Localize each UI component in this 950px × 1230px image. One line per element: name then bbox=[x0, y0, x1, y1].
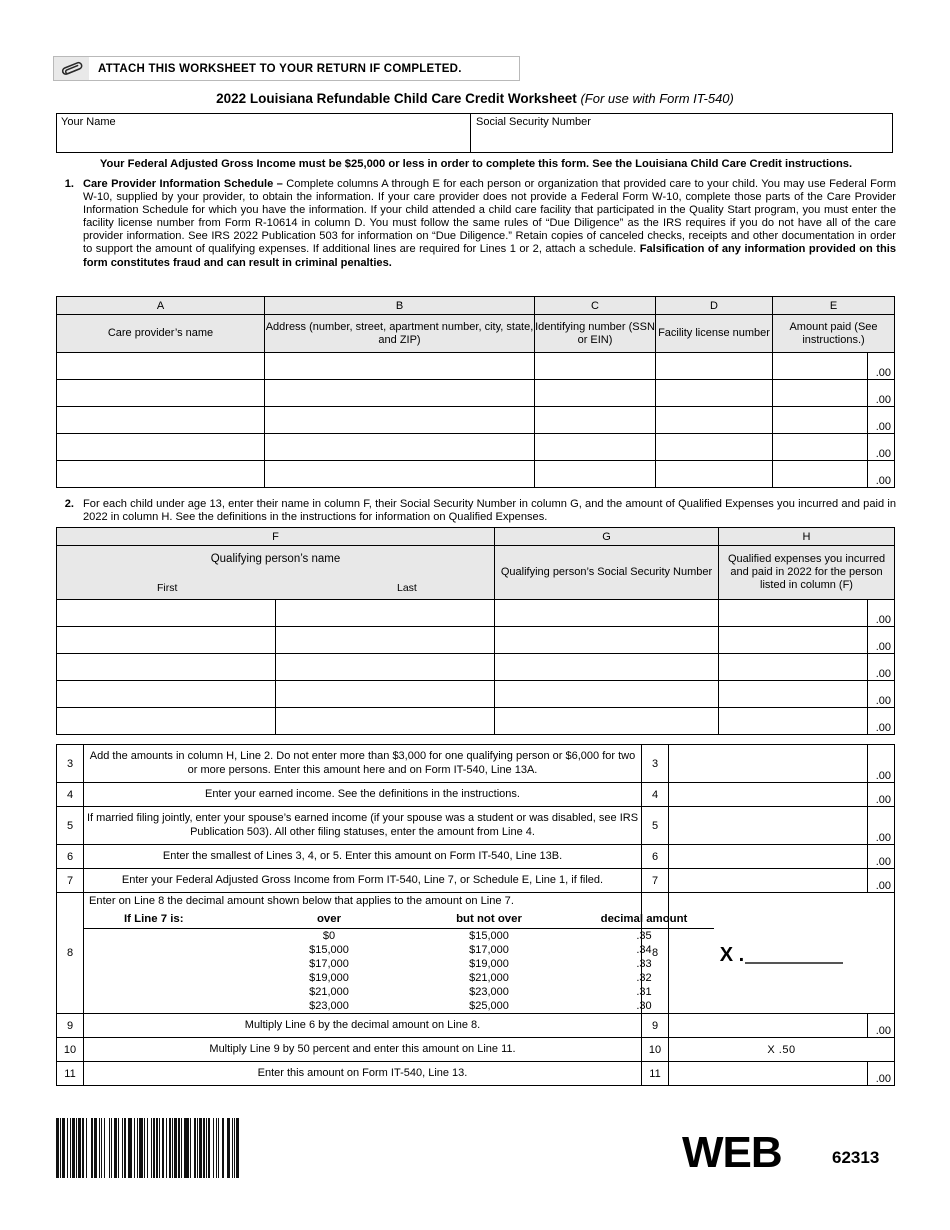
table-row bbox=[57, 461, 895, 488]
table2-cell-last[interactable] bbox=[276, 600, 495, 627]
line-4-description: Enter your earned income. See the definitions in the instructions. bbox=[84, 783, 642, 807]
decimal-table-row bbox=[84, 929, 714, 944]
paragraph-1-number: 1. bbox=[64, 178, 74, 190]
cents-divider bbox=[867, 461, 868, 487]
decimal-header-if-line-7: If Line 7 is: bbox=[84, 911, 254, 929]
table1-header-identifying-number: Identifying number (SSN or EIN) bbox=[535, 315, 656, 353]
table1-cell-license[interactable] bbox=[656, 380, 773, 407]
table1-cell-address[interactable] bbox=[265, 407, 535, 434]
cents-suffix: .00 bbox=[875, 770, 891, 782]
table-row bbox=[57, 681, 895, 708]
line-6-number: 6 bbox=[57, 845, 84, 869]
line-3-description: Add the amounts in column H, Line 2. Do not enter more than $3,000 for one qualifying person or $6,000 for two or more persons. Enter this amount here and on Form IT-540, Line 13A. bbox=[84, 745, 642, 783]
line-row-5 bbox=[57, 807, 895, 845]
page-title-main: 2022 Louisiana Refundable Child Care Credit Worksheet bbox=[216, 91, 577, 106]
table1-letter-row bbox=[57, 297, 895, 315]
line-4-number: 4 bbox=[57, 783, 84, 807]
decimal-table-row bbox=[84, 943, 714, 957]
table1-cell-license[interactable] bbox=[656, 353, 773, 380]
table2-cell-ssn[interactable] bbox=[495, 600, 719, 627]
table1-cell-name[interactable] bbox=[57, 407, 265, 434]
decimal-table-row bbox=[84, 999, 714, 1013]
table1-cell-name[interactable] bbox=[57, 380, 265, 407]
cents-divider bbox=[867, 745, 868, 782]
line-8-x-prefix: X . bbox=[719, 943, 745, 966]
decimal-but-not-over: $25,000 bbox=[469, 999, 509, 1012]
table1-header-facility-license: Facility license number bbox=[656, 315, 773, 353]
table2-cell-ssn[interactable] bbox=[495, 708, 719, 735]
line-11-amount[interactable] bbox=[669, 1062, 895, 1086]
cents-suffix: .00 bbox=[875, 1025, 891, 1038]
table1-cell-id[interactable] bbox=[535, 434, 656, 461]
line-11-number-right: 11 bbox=[642, 1062, 669, 1086]
cents-suffix: .00 bbox=[875, 668, 892, 680]
line-3-number-right: 3 bbox=[642, 745, 669, 783]
decimal-amount-table bbox=[84, 911, 714, 1013]
cents-divider bbox=[867, 434, 868, 460]
table2-cell-expenses[interactable] bbox=[719, 654, 895, 681]
decimal-over: $19,000 bbox=[309, 971, 349, 984]
table2-cell-ssn[interactable] bbox=[495, 654, 719, 681]
cents-divider bbox=[867, 407, 868, 433]
table2-cell-last[interactable] bbox=[276, 681, 495, 708]
decimal-over: $0 bbox=[322, 929, 336, 942]
cents-suffix: .00 bbox=[875, 880, 891, 892]
cents-divider bbox=[867, 1014, 868, 1037]
decimal-table-header-row bbox=[84, 911, 714, 929]
cents-divider bbox=[867, 600, 868, 626]
table-row bbox=[57, 654, 895, 681]
paragraph-1-text: Complete columns A through E for each person or organization that provided care to your child. You may use Federal Form W-10, supplied by your provider, to obtain the information. If your care provider does not provide a Federal Form W-10, complete those parts of the Care Provider Information Schedule for which you have the information. If your child attended a child care facility that participated in the Quality Start program, you must enter the facility license number from Form R-10614 in column D. You must follow the same rules of “Due Diligence” as the IRS requires if you do not have all of the care provider information. See IRS 2022 Publication 503 for information on “Due Diligence.” Retain copies of canceled checks, receipts and other documentation in order to support the amount of qualifying expenses. If additional lines are required for Lines 1 or 2, attach a schedule. bbox=[83, 178, 897, 256]
table1-cell-id[interactable] bbox=[535, 407, 656, 434]
table1-header-amount-paid: Amount paid (See instructions.) bbox=[773, 315, 895, 353]
table1-cell-name[interactable] bbox=[57, 461, 265, 488]
decimal-header-over: over bbox=[254, 911, 404, 929]
line-9-amount[interactable] bbox=[669, 1014, 895, 1038]
calculation-lines-table bbox=[56, 744, 895, 1086]
cents-divider bbox=[867, 869, 868, 892]
table1-letter-a: A bbox=[57, 297, 265, 315]
table2-cell-expenses[interactable] bbox=[719, 600, 895, 627]
table2-cell-expenses[interactable] bbox=[719, 681, 895, 708]
ssn-field[interactable] bbox=[471, 114, 892, 152]
cents-suffix: .00 bbox=[875, 421, 891, 433]
line-6-description: Enter the smallest of Lines 3, 4, or 5. Enter this amount on Form IT-540, Line 13B. bbox=[84, 845, 642, 869]
decimal-over: $23,000 bbox=[309, 999, 349, 1012]
table1-header-address: Address (number, street, apartment number, city, state, and ZIP) bbox=[265, 315, 535, 353]
cents-suffix: .00 bbox=[875, 832, 891, 844]
attach-banner-text: ATTACH THIS WORKSHEET TO YOUR RETURN IF COMPLETED. bbox=[98, 62, 462, 75]
cents-divider bbox=[867, 380, 868, 406]
barcode bbox=[56, 1118, 241, 1178]
cents-suffix: .00 bbox=[875, 641, 892, 653]
table1-header-provider-name: Care provider’s name bbox=[57, 315, 265, 353]
table1-cell-address[interactable] bbox=[265, 434, 535, 461]
table2-cell-first[interactable] bbox=[57, 681, 276, 708]
table1-letter-c: C bbox=[535, 297, 656, 315]
table2-cell-ssn[interactable] bbox=[495, 681, 719, 708]
table1-cell-address[interactable] bbox=[265, 380, 535, 407]
table-row bbox=[57, 600, 895, 627]
paragraph-1-lead: Care Provider Information Schedule – bbox=[83, 178, 287, 190]
qualifying-person-table bbox=[56, 527, 895, 735]
table2-cell-first[interactable] bbox=[57, 654, 276, 681]
table2-header-first: First bbox=[157, 582, 178, 594]
table2-header-ssn: Qualifying person’s Social Security Number bbox=[495, 546, 719, 600]
table2-letter-row bbox=[57, 528, 895, 546]
line-4-number-right: 4 bbox=[642, 783, 669, 807]
decimal-table-row bbox=[84, 971, 714, 985]
table-row bbox=[57, 407, 895, 434]
line-6-amount[interactable] bbox=[669, 845, 895, 869]
cents-suffix: .00 bbox=[875, 367, 891, 379]
table2-cell-first[interactable] bbox=[57, 627, 276, 654]
decimal-over: $17,000 bbox=[309, 957, 349, 970]
paragraph-2-number: 2. bbox=[64, 498, 74, 510]
decimal-but-not-over: $19,000 bbox=[469, 957, 509, 970]
cents-divider bbox=[867, 1062, 868, 1085]
line-9-description: Multiply Line 6 by the decimal amount on Line 8. bbox=[84, 1014, 642, 1038]
cents-suffix: .00 bbox=[875, 695, 892, 707]
instruction-paragraph-2 bbox=[53, 498, 896, 524]
decimal-over: $15,000 bbox=[309, 943, 349, 956]
line-9-number: 9 bbox=[57, 1014, 84, 1038]
line-row-7 bbox=[57, 869, 895, 893]
table1-cell-license[interactable] bbox=[656, 407, 773, 434]
cents-suffix: .00 bbox=[875, 794, 891, 806]
line-8-fill-line[interactable] bbox=[745, 962, 843, 964]
table2-cell-expenses[interactable] bbox=[719, 627, 895, 654]
paragraph-1-bold-tail: Falsification of any information provided on this form constitutes fraud and can result in criminal penalties. bbox=[83, 243, 896, 269]
decimal-value: .30 bbox=[636, 999, 652, 1012]
cents-suffix: .00 bbox=[875, 856, 891, 868]
line-10-number-right: 10 bbox=[642, 1038, 669, 1062]
table1-cell-name[interactable] bbox=[57, 434, 265, 461]
table2-cell-last[interactable] bbox=[276, 654, 495, 681]
decimal-table-row bbox=[84, 957, 714, 971]
decimal-value: .34 bbox=[636, 943, 652, 956]
table-row bbox=[57, 380, 895, 407]
line-row-11 bbox=[57, 1062, 895, 1086]
attach-banner bbox=[53, 56, 520, 81]
identity-box bbox=[56, 113, 893, 153]
table2-cell-expenses[interactable] bbox=[719, 708, 895, 735]
table1-cell-amount[interactable] bbox=[773, 461, 895, 488]
line-row-3 bbox=[57, 745, 895, 783]
table1-cell-amount[interactable] bbox=[773, 407, 895, 434]
line-7-description: Enter your Federal Adjusted Gross Income from Form IT-540, Line 7, or Schedule E, Line 1, if filed. bbox=[84, 869, 642, 893]
cents-suffix: .00 bbox=[875, 394, 891, 406]
table2-header-row bbox=[57, 546, 895, 600]
form-code: 62313 bbox=[832, 1148, 880, 1167]
cents-divider bbox=[867, 353, 868, 379]
care-provider-table bbox=[56, 296, 895, 488]
page-title bbox=[0, 91, 950, 106]
cents-suffix: .00 bbox=[875, 475, 891, 487]
table1-letter-d: D bbox=[656, 297, 773, 315]
line-row-6 bbox=[57, 845, 895, 869]
cents-suffix: .00 bbox=[875, 1073, 891, 1086]
cents-suffix: .00 bbox=[875, 614, 892, 626]
line-9-number-right: 9 bbox=[642, 1014, 669, 1038]
table2-cell-last[interactable] bbox=[276, 627, 495, 654]
line-11-number: 11 bbox=[57, 1062, 84, 1086]
table1-cell-license[interactable] bbox=[656, 434, 773, 461]
decimal-header-decimal-amount: decimal amount bbox=[574, 911, 714, 929]
line-row-8 bbox=[57, 893, 895, 1014]
table1-cell-amount[interactable] bbox=[773, 353, 895, 380]
decimal-header-but-not-over: but not over bbox=[404, 911, 574, 929]
decimal-value: .35 bbox=[636, 929, 652, 942]
line-row-9 bbox=[57, 1014, 895, 1038]
table1-cell-name[interactable] bbox=[57, 353, 265, 380]
barcode-bar bbox=[239, 1118, 241, 1178]
decimal-but-not-over: $15,000 bbox=[469, 929, 509, 942]
your-name-label: Your Name bbox=[61, 116, 116, 128]
paragraph-1-body bbox=[83, 178, 896, 270]
line-8-number: 8 bbox=[57, 893, 84, 1014]
table1-cell-address[interactable] bbox=[265, 461, 535, 488]
decimal-but-not-over: $23,000 bbox=[469, 985, 509, 998]
decimal-value: .32 bbox=[636, 971, 652, 984]
line-5-description: If married filing jointly, enter your spouse’s earned income (if your spouse was a student or was disabled, see IRS Publication 503). All other filing statuses, enter the amount from Line 4. bbox=[84, 807, 642, 845]
line-4-amount[interactable] bbox=[669, 783, 895, 807]
table-row bbox=[57, 434, 895, 461]
line-8-number-right: 8 bbox=[642, 893, 669, 1014]
table1-letter-b: B bbox=[265, 297, 535, 315]
line-row-10 bbox=[57, 1038, 895, 1062]
ssn-label: Social Security Number bbox=[476, 116, 591, 128]
line-7-amount[interactable] bbox=[669, 869, 895, 893]
table2-cell-first[interactable] bbox=[57, 600, 276, 627]
table2-cell-first[interactable] bbox=[57, 708, 276, 735]
decimal-value: .31 bbox=[636, 985, 652, 998]
table1-cell-address[interactable] bbox=[265, 353, 535, 380]
decimal-table-row bbox=[84, 985, 714, 999]
cents-divider bbox=[867, 783, 868, 806]
table1-cell-license[interactable] bbox=[656, 461, 773, 488]
table-row bbox=[57, 708, 895, 735]
table1-letter-e: E bbox=[773, 297, 895, 315]
line-8-decimal-blank[interactable] bbox=[669, 944, 894, 967]
line-10-fixed-multiplier: X .50 bbox=[669, 1038, 895, 1062]
instruction-paragraph-1 bbox=[53, 178, 896, 270]
cents-divider bbox=[867, 708, 868, 734]
your-name-field[interactable] bbox=[57, 114, 471, 152]
cents-divider bbox=[867, 654, 868, 680]
table2-header-expenses: Qualified expenses you incurred and paid in 2022 for the person listed in column (F) bbox=[719, 546, 895, 600]
paragraph-2-body: For each child under age 13, enter their name in column F, their Social Security Number in column G, and the amount of Qualified Expenses you incurred and paid in 2022 in column H. See the definitions in the instructions for information on Qualified Expenses. bbox=[83, 498, 896, 524]
line-8-decimal-entry[interactable] bbox=[669, 893, 895, 1014]
cents-suffix: .00 bbox=[875, 722, 892, 734]
line-7-number-right: 7 bbox=[642, 869, 669, 893]
table-row bbox=[57, 627, 895, 654]
table2-header-name-title: Qualifying person’s name bbox=[210, 553, 341, 565]
table1-cell-amount[interactable] bbox=[773, 380, 895, 407]
paperclip-icon bbox=[54, 57, 89, 80]
line-8-description bbox=[84, 893, 688, 1014]
cents-divider bbox=[867, 627, 868, 653]
cents-divider bbox=[867, 807, 868, 844]
line-row-4 bbox=[57, 783, 895, 807]
page-title-sub: (For use with Form IT-540) bbox=[580, 91, 734, 106]
table2-letter-f: F bbox=[57, 528, 495, 546]
cents-divider bbox=[867, 681, 868, 707]
table2-cell-last[interactable] bbox=[276, 708, 495, 735]
table1-cell-id[interactable] bbox=[535, 353, 656, 380]
decimal-value: .33 bbox=[636, 957, 652, 970]
cents-divider bbox=[867, 845, 868, 868]
line-6-number-right: 6 bbox=[642, 845, 669, 869]
table1-header-row bbox=[57, 315, 895, 353]
decimal-but-not-over: $17,000 bbox=[469, 943, 509, 956]
table1-cell-amount[interactable] bbox=[773, 434, 895, 461]
line-5-number: 5 bbox=[57, 807, 84, 845]
line-3-amount[interactable] bbox=[669, 745, 895, 783]
decimal-but-not-over: $21,000 bbox=[469, 971, 509, 984]
line-3-number: 3 bbox=[57, 745, 84, 783]
table2-letter-g: G bbox=[495, 528, 719, 546]
line-5-number-right: 5 bbox=[642, 807, 669, 845]
agi-requirement-note: Your Federal Adjusted Gross Income must be $25,000 or less in order to complete this form. See the Louisiana Child Care Credit instructions. bbox=[99, 158, 853, 170]
line-10-description: Multiply Line 9 by 50 percent and enter this amount on Line 11. bbox=[84, 1038, 642, 1062]
decimal-over: $21,000 bbox=[309, 985, 349, 998]
line-7-number: 7 bbox=[57, 869, 84, 893]
line-11-description: Enter this amount on Form IT-540, Line 13. bbox=[84, 1062, 642, 1086]
table2-header-person-name bbox=[57, 546, 495, 600]
table1-cell-id[interactable] bbox=[535, 461, 656, 488]
line-5-amount[interactable] bbox=[669, 807, 895, 845]
table2-cell-ssn[interactable] bbox=[495, 627, 719, 654]
line-8-intro: Enter on Line 8 the decimal amount shown below that applies to the amount on Line 7. bbox=[89, 895, 514, 907]
table-row bbox=[57, 353, 895, 380]
table2-letter-h: H bbox=[719, 528, 895, 546]
table2-header-last: Last bbox=[397, 582, 417, 594]
web-label: WEB bbox=[682, 1128, 782, 1177]
cents-suffix: .00 bbox=[875, 448, 891, 460]
table1-cell-id[interactable] bbox=[535, 380, 656, 407]
line-10-number: 10 bbox=[57, 1038, 84, 1062]
